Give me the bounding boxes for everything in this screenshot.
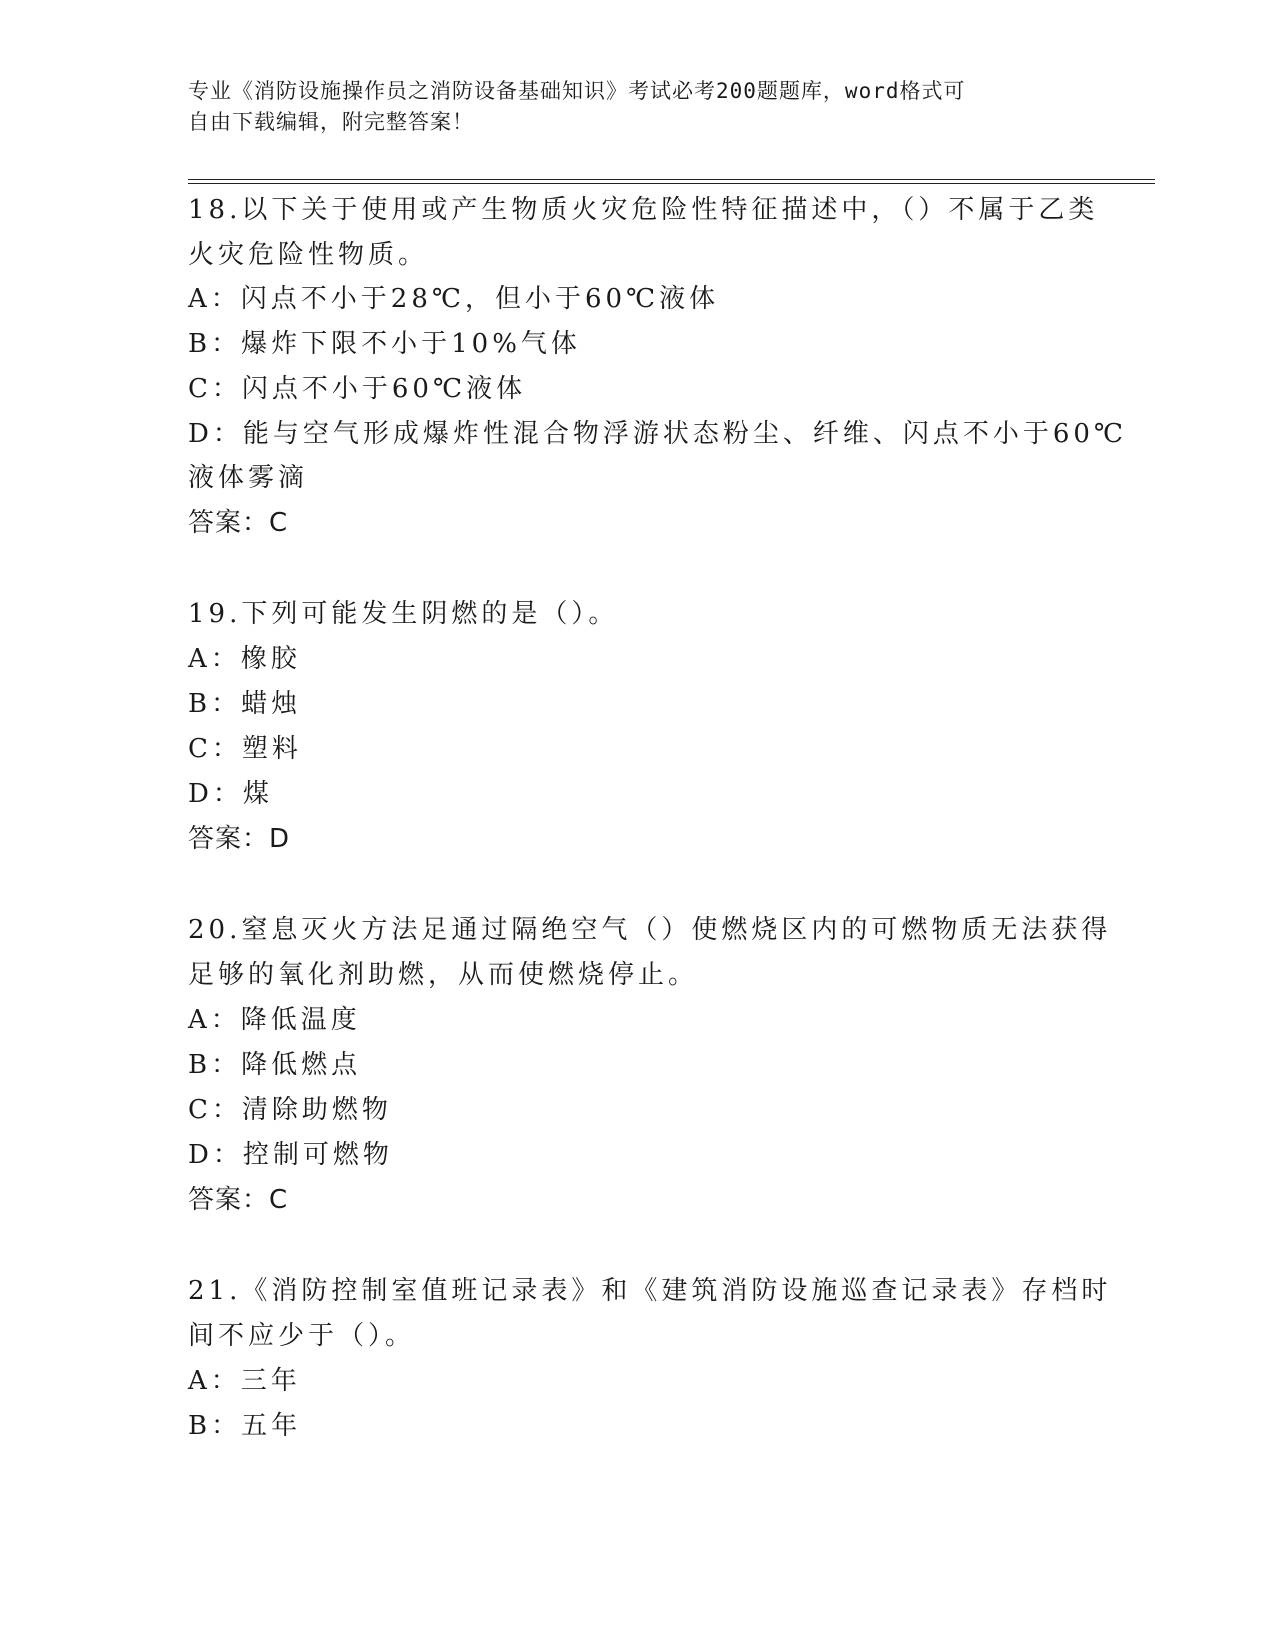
- question-20-option-a: A：降低温度: [188, 1005, 361, 1035]
- header-line-1: 专业《消防设施操作员之消防设备基础知识》考试必考200题题库，word格式可: [188, 79, 966, 103]
- question-19-option-a: A：橡胶: [188, 644, 301, 674]
- question-20-option-d: D：控制可燃物: [188, 1140, 393, 1170]
- question-19-stem-line-1: 19.下列可能发生阴燃的是（）。: [188, 599, 619, 629]
- header-line-2: 自由下载编辑，附完整答案！: [188, 110, 474, 134]
- question-21-option-b: B：五年: [188, 1411, 302, 1441]
- question-20-option-b: B：降低燃点: [188, 1050, 362, 1080]
- question-19-option-d: D：煤: [188, 779, 273, 809]
- header-divider-top: [188, 179, 1155, 180]
- question-20-stem-line-2: 足够的氧化剂助燃，从而使燃烧停止。: [188, 960, 699, 990]
- question-18-stem-line-2: 火灾危险性物质。: [188, 240, 429, 270]
- question-20-answer: 答案：C: [188, 1185, 289, 1215]
- question-20-option-c: C：清除助燃物: [188, 1095, 392, 1125]
- question-18-option-b: B：爆炸下限不小于10%气体: [188, 329, 581, 359]
- question-21-option-a: A：三年: [188, 1366, 301, 1396]
- document-header: [188, 76, 1088, 138]
- question-20-stem-line-1: 20.窒息灭火方法足通过隔绝空气（）使燃烧区内的可燃物质无法获得: [188, 915, 1112, 945]
- question-18-option-a: A：闪点不小于28℃，但小于60℃液体: [188, 284, 720, 314]
- question-21-stem-line-2: 间不应少于（）。: [188, 1321, 416, 1351]
- question-21-stem-line-1: 21.《消防控制室值班记录表》和《建筑消防设施巡查记录表》存档时: [188, 1276, 1112, 1306]
- question-19-answer: 答案：D: [188, 824, 291, 854]
- question-19-option-c: C：塑料: [188, 734, 302, 764]
- header-divider-bottom: [188, 183, 1155, 184]
- question-18-answer: 答案：C: [188, 508, 289, 538]
- question-18-stem-line-1: 18.以下关于使用或产生物质火灾危险性特征描述中，（）不属于乙类: [188, 195, 1099, 225]
- question-18-option-d-line-1: D：能与空气形成爆炸性混合物浮游状态粉尘、纤维、闪点不小于60℃: [188, 419, 1128, 449]
- question-18-option-c: C：闪点不小于60℃液体: [188, 374, 527, 404]
- question-19-option-b: B：蜡烛: [188, 689, 302, 719]
- question-18-option-d-line-2: 液体雾滴: [188, 463, 309, 493]
